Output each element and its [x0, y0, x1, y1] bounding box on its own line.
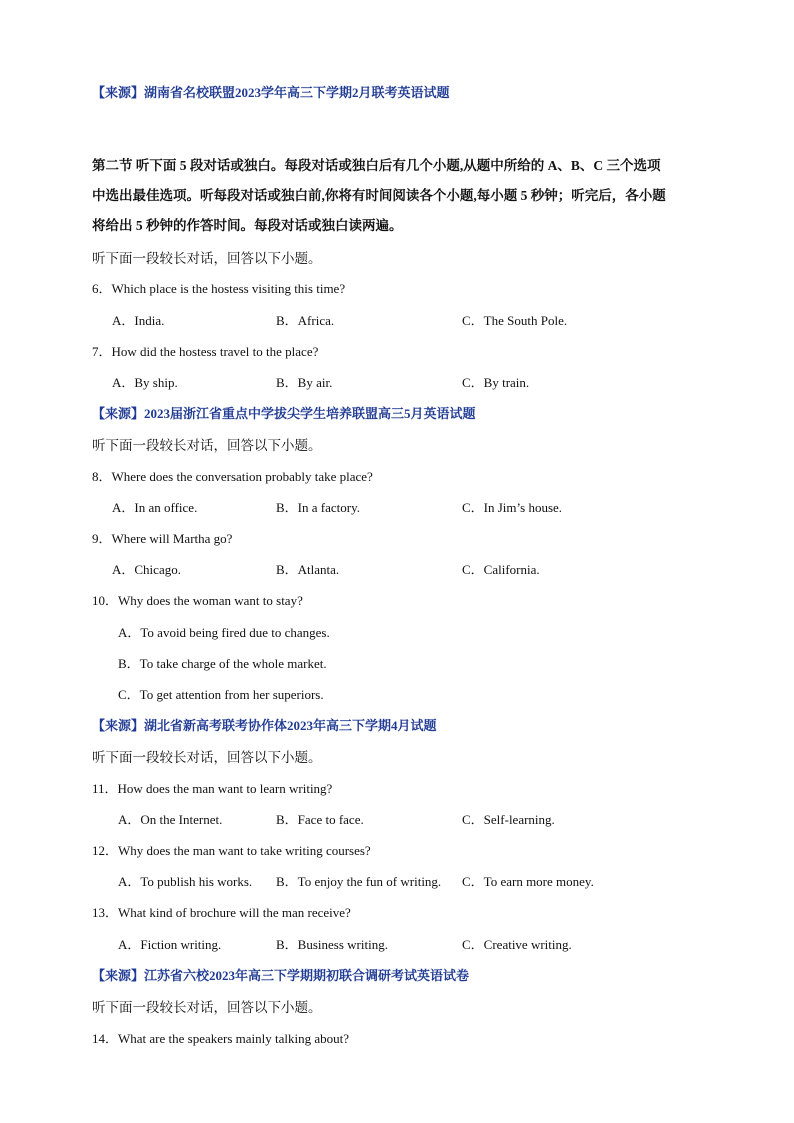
listen-prompt-4: 听下面一段较长对话，回答以下小题。: [92, 1000, 322, 1015]
question-12: 12．Why does the man want to take writing courses?: [92, 843, 371, 858]
source-heading-3: 【来源】湖北省新高考联考协作体2023年高三下学期4月试题: [92, 718, 437, 733]
q7-option-b: B．By air.: [276, 375, 333, 390]
q10-option-a: A．To avoid being fired due to changes.: [118, 625, 330, 640]
q13-option-a: A．Fiction writing.: [118, 937, 222, 952]
q10-option-c: C．To get attention from her superiors.: [118, 687, 324, 702]
source-heading-4: 【来源】江苏省六校2023年高三下学期期初联合调研考试英语试卷: [92, 968, 470, 983]
q12-option-c: C．To earn more money.: [462, 874, 594, 889]
question-8: 8．Where does the conversation probably take place?: [92, 469, 373, 484]
q9-option-b: B．Atlanta.: [276, 562, 340, 577]
question-9: 9．Where will Martha go?: [92, 531, 233, 546]
q12-option-a: A．To publish his works.: [118, 874, 253, 889]
q7-option-c: C．By train.: [462, 375, 530, 390]
source-heading-1: 【来源】湖南省名校联盟2023学年高三下学期2月联考英语试题: [92, 85, 450, 100]
q8-option-a: A．In an office.: [112, 500, 198, 515]
question-10: 10．Why does the woman want to stay?: [92, 593, 303, 608]
listen-prompt-3: 听下面一段较长对话，回答以下小题。: [92, 750, 322, 765]
section-intro-line-1: 第二节 听下面 5 段对话或独白。每段对话或独白后有几个小题,从题中所给的 A、B、C 三个选项: [92, 158, 661, 173]
q8-option-b: B．In a factory.: [276, 500, 360, 515]
q9-option-c: C．California.: [462, 562, 540, 577]
q13-option-b: B．Business writing.: [276, 937, 388, 952]
section-intro-line-3: 将给出 5 秒钟的作答时间。每段对话或独白读两遍。: [92, 218, 403, 233]
q9-option-a: A．Chicago.: [112, 562, 181, 577]
q6-option-a: A．India.: [112, 313, 165, 328]
question-13: 13．What kind of brochure will the man receive?: [92, 905, 351, 920]
q10-option-b: B．To take charge of the whole market.: [118, 656, 327, 671]
listen-prompt-1: 听下面一段较长对话，回答以下小题。: [92, 251, 322, 266]
source-heading-2: 【来源】2023届浙江省重点中学拔尖学生培养联盟高三5月英语试题: [92, 406, 476, 421]
section-intro-line-2: 中选出最佳选项。听每段对话或独白前,你将有时间阅读各个小题,每小题 5 秒钟；听完后，各小题: [92, 188, 666, 203]
q6-option-c: C．The South Pole.: [462, 313, 568, 328]
q11-option-a: A．On the Internet.: [118, 812, 223, 827]
q13-option-c: C．Creative writing.: [462, 937, 572, 952]
question-6: 6．Which place is the hostess visiting this time?: [92, 281, 346, 296]
q6-option-b: B．Africa.: [276, 313, 335, 328]
question-11: 11．How does the man want to learn writing?: [92, 781, 333, 796]
q8-option-c: C．In Jim’s house.: [462, 500, 563, 515]
listen-prompt-2: 听下面一段较长对话，回答以下小题。: [92, 438, 322, 453]
q12-option-b: B．To enjoy the fun of writing.: [276, 874, 442, 889]
q7-option-a: A．By ship.: [112, 375, 178, 390]
question-7: 7．How did the hostess travel to the place?: [92, 344, 319, 359]
q11-option-c: C．Self-learning.: [462, 812, 555, 827]
question-14: 14．What are the speakers mainly talking about?: [92, 1031, 350, 1046]
q11-option-b: B．Face to face.: [276, 812, 364, 827]
